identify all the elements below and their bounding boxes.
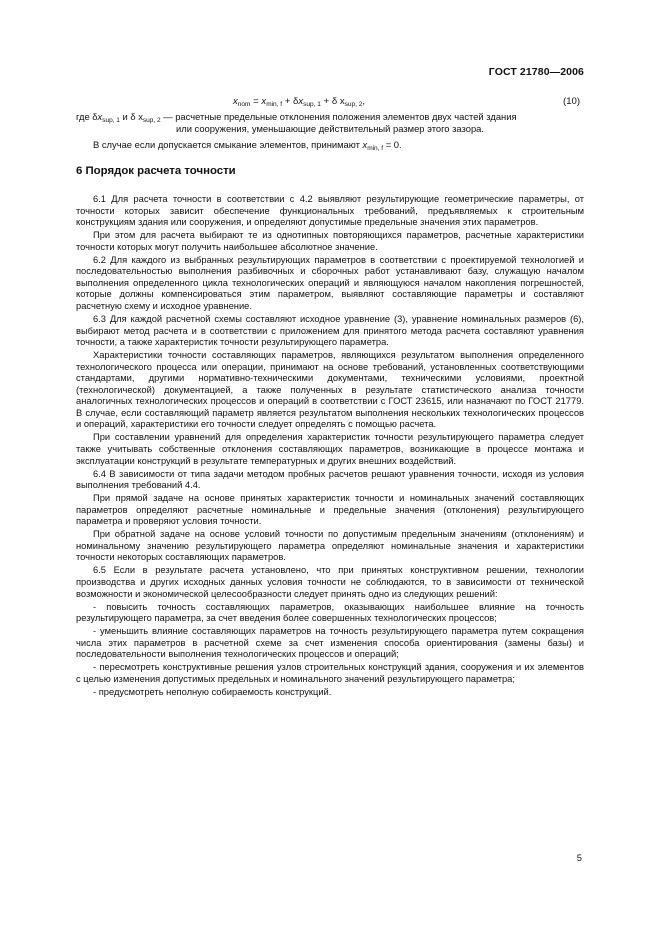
paragraph: При составлении уравнений для определения характеристик точности результирующего параметра следует также учитывать собственные отклонения составляющих параметров, возникающие в процессе монтажа и эксплуатации конструкций в результате температурных и других внешних воздействий. <box>76 432 584 466</box>
equation-number: (10) <box>563 96 581 107</box>
formula-lhs: x <box>233 96 238 107</box>
closure-note: В случае если допускается смыкание элементов, принимают $x_{min, f} = 0$. <box>93 139 402 152</box>
page-number: 5 <box>576 852 582 863</box>
paragraph: 6.4 В зависимости от типа задачи методом пробных расчетов решают уравнения точности, исходя из условия выполнения требований 4.4. <box>76 468 584 491</box>
paragraph: 6.3 Для каждой расчетной схемы составляют исходное уравнение (3), уравнение номинальных размеров (6), выбирают метод расчета и в соответствии с приложением для принятого метода расчета составляют уравнения точности, а также характеристик точности результирующего параметра. <box>76 313 584 348</box>
section-body <box>76 194 584 700</box>
paragraph: При обратной задаче на основе условий точности по допустимым предельным значениям (отклонениям) и номинальному значению результирующего параметра определяют номинальные значения и характеристики точности некоторых составляющих параметров. <box>76 529 584 563</box>
formula-explanation: где $\delta x_{sup, 1}$ и δ $x_{sup, 2}$ — расчетные предельные отклонения положения элементов двух частей здания или сооружения, уменьшающие действительный размер этого зазора. <box>76 111 584 134</box>
section-heading: 6 Порядок расчета точности <box>76 165 236 177</box>
formula-explanation-continued: или сооружения, уменьшающие действительный размер этого зазора. <box>176 122 484 134</box>
paragraph: При прямой задаче на основе принятых характеристик точности и номинальных значений составляющих параметров определяют расчетные номинальные и предельные значения (отклонения) результирующего параметра и проверяют условия точности. <box>76 493 584 527</box>
paragraph: 6.1 Для расчета точности в соответствии с 4.2 выявляют результирующие геометрические параметры, от точности которых зависит обеспечение функциональных требований, предъявляемых к строительным конструкциям здания или сооружения, и определяют допустимые предельные значения этих параметров. <box>76 194 584 228</box>
list-item: - повысить точность составляющих параметров, оказывающих наибольшее влияние на точность результирующего параметра, за счет введения более совершенных технологических процессов; <box>76 601 584 624</box>
list-item: - уменьшить влияние составляющих параметров на точность результирующего параметра путем сокращения числа этих параметров в расчетной схеме за счет изменения способа ориентирования (замены базы) и последовательности выполнения технологических процессов и операций; <box>76 626 584 660</box>
formula-10: $x_{nom} = x_{min, f} + \delta x_{sup, 1} + \delta$ $x_{sup, 2}$, (10) <box>233 96 581 108</box>
list-item: - предусмотреть неполную собираемость конструкций. <box>93 686 332 697</box>
document-code: ГОСТ 21780—2006 <box>488 66 584 78</box>
list-item: - пересмотреть конструктивные решения узлов строительных конструкций здания, сооружения и их элементов с целью изменения допустимых предельных и номинального значений результирующего параметра; <box>76 662 584 684</box>
paragraph: 6.2 Для каждого из выбранных результирующих параметров в соответствии с проектируемой технологией и последовательностью выполнения разбивочных и сборочных работ устанавливают базу, служащую началом выполнения определенного цикла технологических операций и являющуюся началом накопления погрешностей, которые должны компенсироваться этим параметром, выявляют составляющие параметры и составляют расчетную схему и исходное уравнение. <box>76 254 584 311</box>
paragraph: 6.5 Если в результате расчета установлено, что при принятых конструктивном решении, технологии производства и других исходных данных условия точности не соблюдаются, то в зависимости от технической возможности и экономической целесообразности следует принять одно из следующих решений: <box>76 565 584 599</box>
paragraph: При этом для расчета выбирают те из однотипных повторяющихся параметров, расчетные характеристики точности которых могут получить наибольшее абсолютное значение. <box>76 230 584 252</box>
paragraph: Характеристики точности составляющих параметров, являющихся результатом выполнения определенного технологического процесса или операции, принимают на основе требований, установленных соответствующими стандартами, другими нормативно-техническими документами, техническими условиями, проектной (технологической) документацией, а также полученных в результате статистического анализа точности аналогичных технологических процессов и операций в соответствии с ГОСТ 23615, или назначают по ГОСТ 21779. В случае, если составляющий параметр является результатом выполнения нескольких технологических процессов и операций, характеристики его точности следует определять с помощью расчета. <box>76 350 584 430</box>
